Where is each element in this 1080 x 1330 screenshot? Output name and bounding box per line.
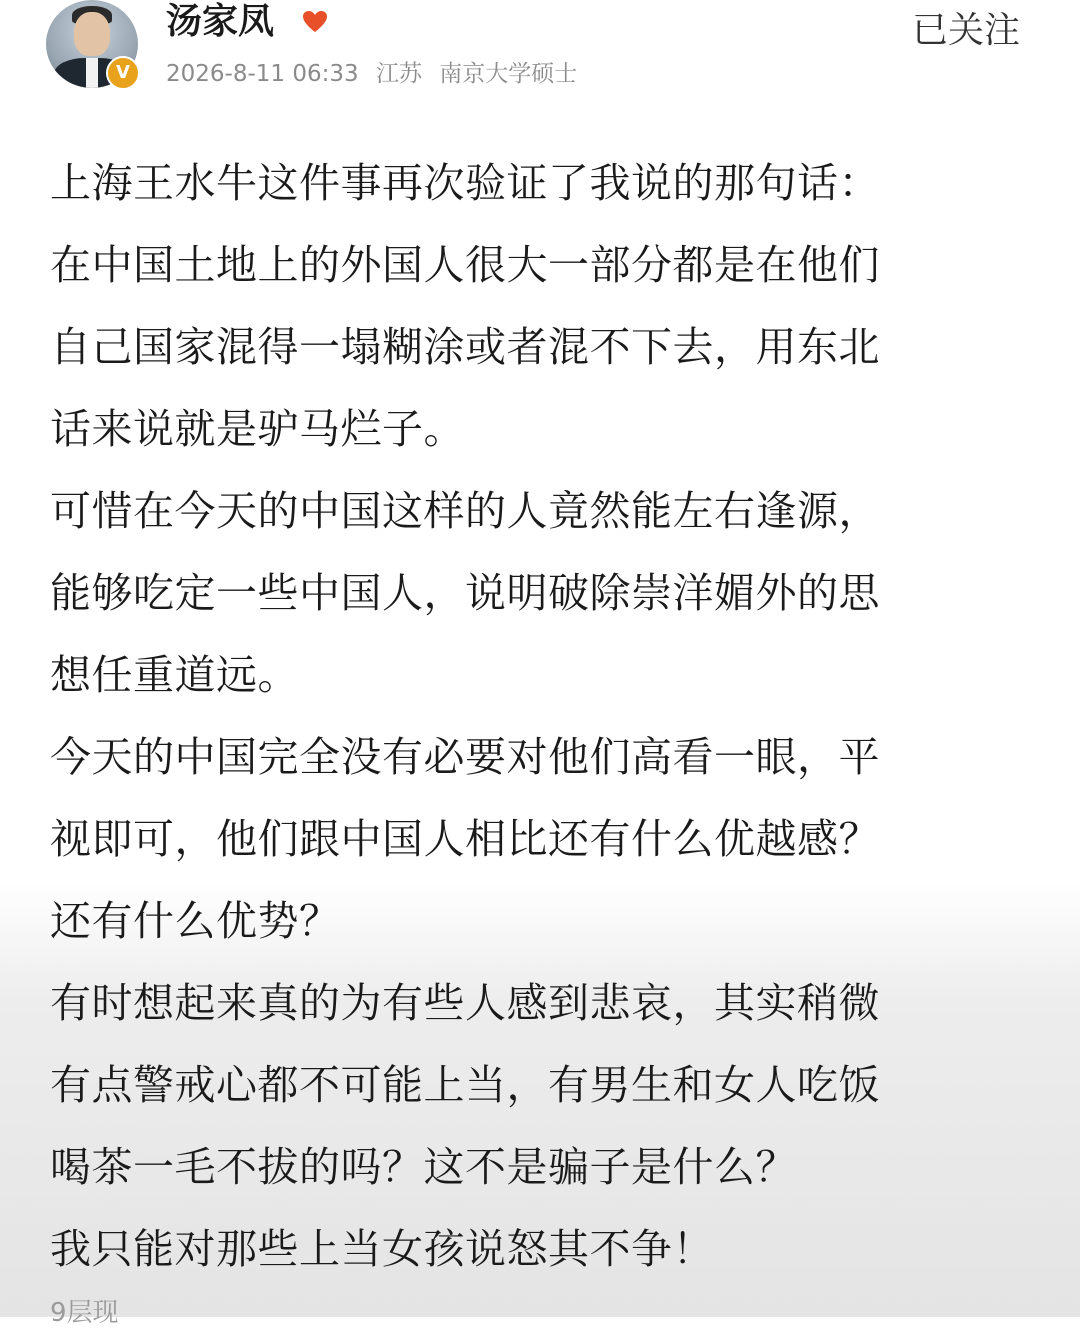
author-name[interactable]: 汤家凤	[166, 1, 275, 42]
post-header	[0, 0, 1080, 110]
post-line: 视即可，他们跟中国人相比还有什么优越感？	[50, 815, 880, 863]
post-line: 想任重道远。	[50, 651, 299, 699]
post-line: 还有什么优势？	[50, 897, 341, 945]
post-line: 有点警戒心都不可能上当，有男生和女人吃饭	[50, 1061, 880, 1109]
post-line: 喝茶一毛不拔的吗？这不是骗子是什么？	[50, 1143, 797, 1191]
post-datetime: 2026-8-11 06:33	[166, 61, 359, 87]
post-line: 上海王水牛这件事再次验证了我说的那句话：	[50, 159, 880, 207]
avatar-face	[74, 12, 110, 56]
post-content	[50, 142, 1040, 1290]
post-line: 在中国土地上的外国人很大一部分都是在他们	[50, 241, 880, 289]
post-line: 话来说就是驴马烂子。	[50, 405, 465, 453]
follow-button[interactable]: 已关注	[912, 8, 1020, 54]
floor-count: 9层现	[50, 1298, 119, 1328]
post-line: 可惜在今天的中国这样的人竟然能左右逢源，	[50, 487, 880, 535]
post-line: 能够吃定一些中国人，说明破除崇洋媚外的思	[50, 569, 880, 617]
post-meta	[166, 58, 587, 90]
avatar-shirt	[86, 58, 98, 88]
post-line: 自己国家混得一塌糊涂或者混不下去，用东北	[50, 323, 880, 371]
post-line: 我只能对那些上当女孩说怒其不争！	[50, 1225, 714, 1273]
post-line: 今天的中国完全没有必要对他们高看一眼，平	[50, 733, 880, 781]
author-title: 南京大学硕士	[439, 61, 578, 87]
post-location: 江苏	[375, 61, 422, 87]
heart-icon	[302, 10, 328, 34]
verified-badge-icon: V	[106, 56, 140, 90]
post-line: 有时想起来真的为有些人感到悲哀，其实稍微	[50, 979, 880, 1027]
